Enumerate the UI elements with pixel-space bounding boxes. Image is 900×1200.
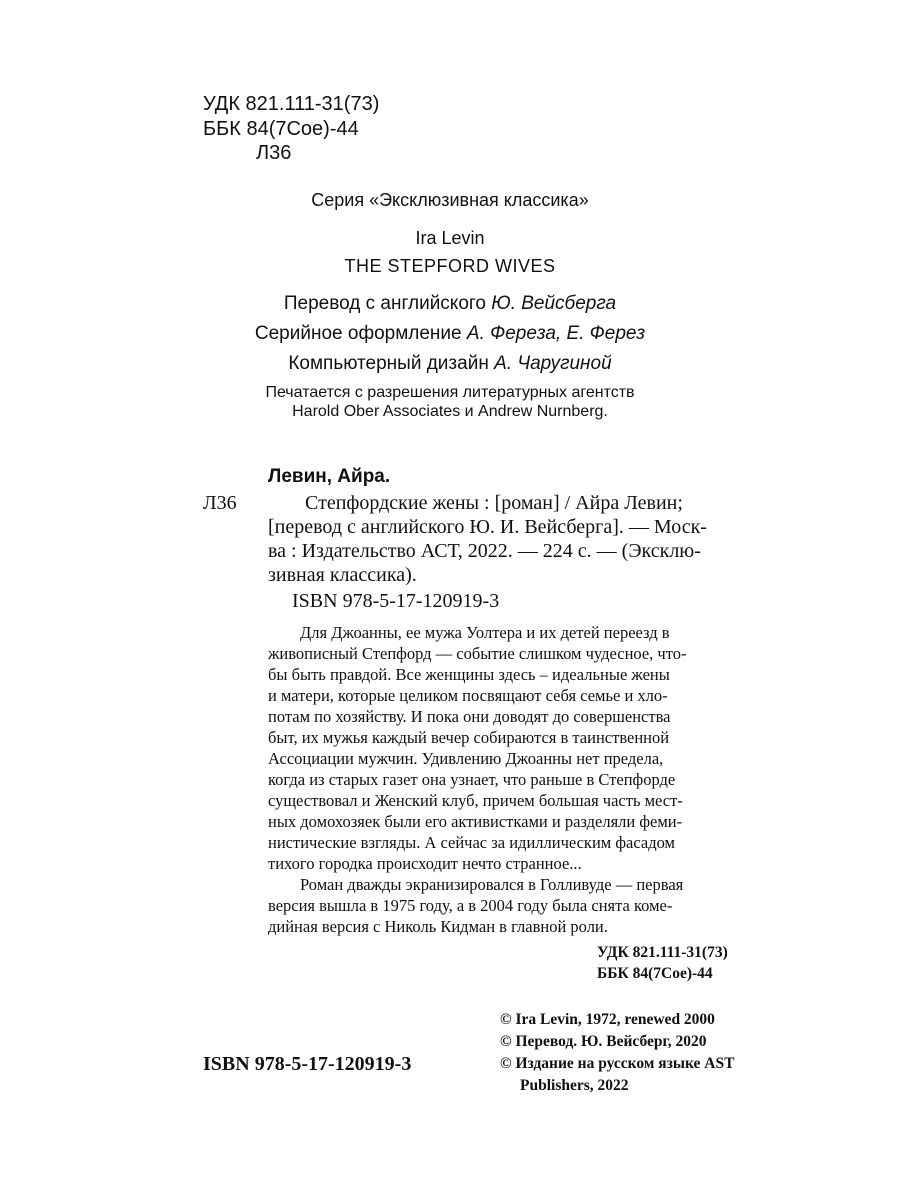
catalog-heading: Левин, Айра. — [268, 466, 391, 487]
footer-bbk: ББК 84(7Сое)-44 — [597, 965, 713, 982]
copyright-line: © Издание на русском языке AST — [500, 1055, 735, 1072]
catalog-line: [перевод с английского Ю. И. Вейсберга]. — Моск- — [268, 516, 707, 538]
annotation-line: живописный Степфорд — событие слишком чудесное, что- — [268, 644, 687, 663]
annotation-line: Для Джоанны, ее мужа Уолтера и их детей переезд в — [300, 623, 670, 642]
footer-udk: УДК 821.111-31(73) — [597, 944, 728, 961]
permission-line: Печатается с разрешения литературных агентств — [265, 384, 635, 401]
permission-line: Harold Ober Associates и Andrew Nurnberg. — [292, 403, 608, 420]
credit-label: Компьютерный дизайн — [288, 353, 489, 374]
original-title: THE STEPFORD WIVES — [344, 256, 556, 276]
annotation-line: и матери, которые целиком посвящают себя семье и хло- — [268, 686, 668, 705]
annotation-line: тихого городка происходит нечто странное... — [268, 854, 582, 873]
credit-label: Перевод с английского — [283, 293, 486, 314]
annotation-line: быт, их мужья каждый вечер собираются в таинственной — [268, 728, 670, 747]
catalog-isbn: ISBN 978-5-17-120919-3 — [292, 590, 500, 612]
annotation-line: Роман дважды экранизировался в Голливуде — первая — [300, 875, 684, 894]
credit-name: А. Чаругиной — [494, 353, 612, 374]
catalog-mark: Л36 — [203, 492, 237, 514]
catalog-line: зивная классика). — [268, 564, 417, 586]
annotation-line: существовал и Женский клуб, причем большая часть мест- — [268, 791, 683, 810]
copyright-line: © Перевод. Ю. Вейсберг, 2020 — [500, 1033, 707, 1050]
author-mark: Л36 — [256, 142, 292, 164]
annotation-line: потам по хозяйству. И пока они доводят до совершенства — [268, 707, 671, 726]
credit-label: Серийное оформление — [254, 323, 462, 344]
original-author: Ira Levin — [415, 228, 485, 248]
series-title: Серия «Эксклюзивная классика» — [311, 190, 589, 210]
copyright-line: © Ira Levin, 1972, renewed 2000 — [500, 1011, 715, 1028]
credit-design — [0, 323, 900, 345]
annotation-line: версия вышла в 1975 году, а в 2004 году была снята коме- — [268, 896, 673, 915]
credit-translation — [0, 293, 900, 315]
credit-computer-design — [0, 353, 900, 375]
udk-code: УДК 821.111-31(73) — [203, 93, 380, 115]
bbk-code: ББК 84(7Сое)-44 — [203, 118, 359, 140]
annotation-line: когда из старых газет она узнает, что раньше в Степфорде — [268, 770, 676, 789]
annotation-line: нистические взгляды. А сейчас за идиллическим фасадом — [268, 833, 675, 852]
catalog-line: Степфордские жены : [роман] / Айра Левин; — [305, 492, 683, 514]
catalog-line: ва : Издательство АСТ, 2022. — 224 с. — (Эксклю- — [268, 540, 701, 562]
copyright-line: Publishers, 2022 — [520, 1077, 629, 1094]
annotation-line: Ассоциации мужчин. Удивлению Джоанны нет предела, — [268, 749, 664, 768]
annotation-line: ных домохозяек были его активистками и разделяли феми- — [268, 812, 683, 831]
isbn-bottom: ISBN 978-5-17-120919-3 — [203, 1053, 412, 1075]
credit-name: Ю. Вейсберга — [491, 293, 617, 314]
annotation-line: дийная версия с Николь Кидман в главной роли. — [268, 917, 608, 936]
credit-name: А. Фереза, Е. Ферез — [466, 323, 646, 344]
annotation-line: бы быть правдой. Все женщины здесь – идеальные жены — [268, 665, 670, 684]
